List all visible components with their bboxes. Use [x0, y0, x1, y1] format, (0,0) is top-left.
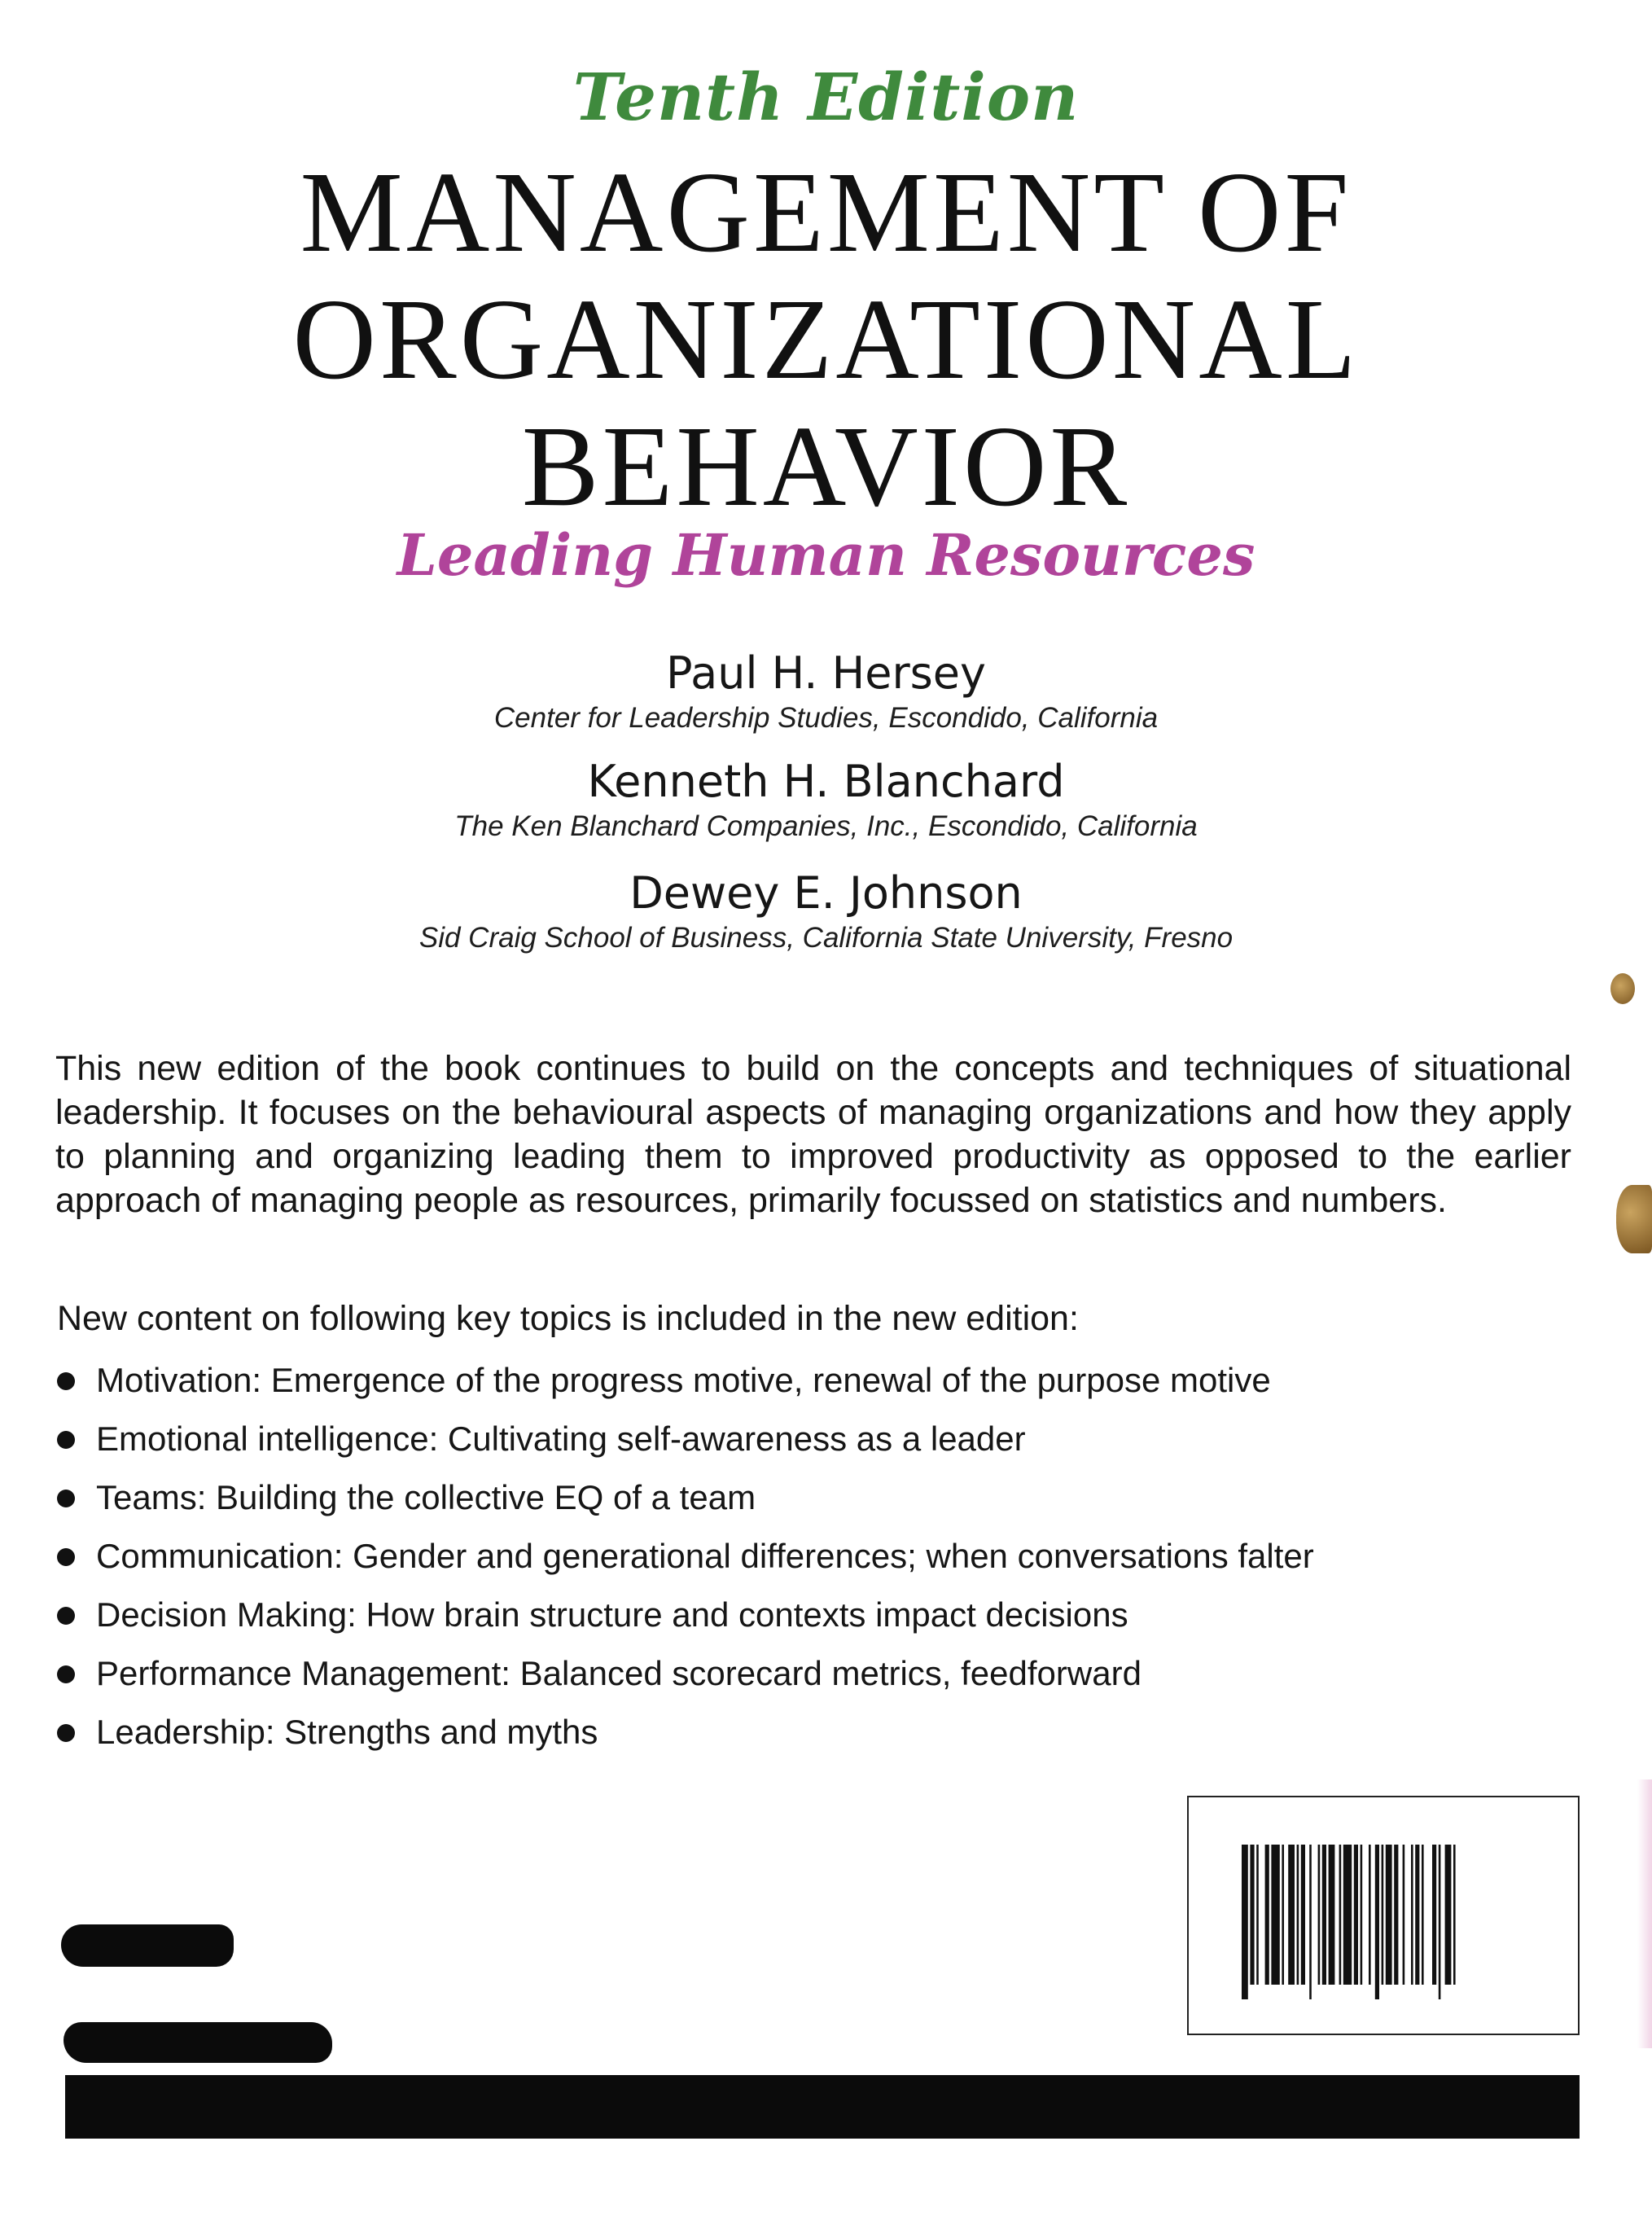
- barcode-bar: [1415, 1845, 1419, 1985]
- barcode-bar: [1301, 1845, 1305, 1985]
- redaction-mark: [64, 2022, 332, 2063]
- bullet-icon: [57, 1548, 75, 1566]
- barcode-bar: [1265, 1845, 1269, 1985]
- list-item: [57, 1708, 1314, 1766]
- topic-text: Teams: Building the collective EQ of a team: [96, 1478, 756, 1516]
- stain-mark: [1610, 973, 1635, 1004]
- topics-list: [57, 1356, 1314, 1766]
- barcode-bar: [1309, 1845, 1312, 1999]
- edge-tint: [1637, 1779, 1652, 2048]
- barcode-bar: [1250, 1845, 1254, 1985]
- barcode-bar: [1432, 1845, 1436, 1985]
- barcode-bar: [1339, 1845, 1342, 1985]
- barcode-bar: [1354, 1845, 1358, 1985]
- bullet-icon: [57, 1431, 75, 1449]
- barcode-bar: [1282, 1845, 1284, 1985]
- redaction-mark: [61, 1924, 234, 1967]
- barcode-bar: [1439, 1845, 1441, 1999]
- barcode-bar: [1329, 1845, 1335, 1985]
- author-affiliation-1: Center for Leadership Studies, Escondido, California: [493, 702, 1159, 734]
- bullet-icon: [57, 1607, 75, 1625]
- book-title-line-3: BEHAVIOR: [521, 401, 1131, 530]
- book-description: This new edition of the book continues to build on the concepts and techniques of situational leadership. It focuses on the behavioural aspects of managing organizations and how they apply to planning and organizing leading them to improved productivity as opposed to the earlier approach of managing people as resources, primarily focussed on statistics and numbers.: [55, 1049, 1571, 1220]
- barcode-bar: [1271, 1845, 1279, 1985]
- topic-text: Communication: Gender and generational differences; when conversations falter: [96, 1537, 1314, 1575]
- barcode-icon: [1242, 1845, 1549, 1999]
- barcode-bar: [1256, 1845, 1259, 1985]
- barcode-bar: [1361, 1845, 1363, 1985]
- barcode-bar: [1297, 1845, 1299, 1985]
- book-subtitle: Leading Human Resources: [397, 521, 1255, 589]
- barcode-bar: [1343, 1845, 1352, 1985]
- barcode-bar: [1411, 1845, 1413, 1985]
- author-affiliation-3: Sid Craig School of Business, California State University, Fresno: [418, 922, 1234, 954]
- author-affiliation-2: The Ken Blanchard Companies, Inc., Escondido, California: [454, 810, 1198, 842]
- barcode-bar: [1242, 1845, 1248, 1999]
- author-name-2: Kenneth H. Blanchard: [587, 756, 1065, 807]
- author-name-1: Paul H. Hersey: [666, 647, 986, 699]
- topic-text: Motivation: Emergence of the progress motive, renewal of the purpose motive: [96, 1361, 1271, 1399]
- book-title: [0, 148, 1652, 529]
- list-item: [57, 1356, 1314, 1415]
- topic-text: Emotional intelligence: Cultivating self-awareness as a leader: [96, 1419, 1026, 1458]
- barcode-bar: [1394, 1845, 1398, 1985]
- list-item: [57, 1591, 1314, 1649]
- barcode-bar: [1288, 1845, 1295, 1985]
- topic-text: Leadership: Strengths and myths: [96, 1713, 598, 1751]
- topic-text: Decision Making: How brain structure and contexts impact decisions: [96, 1595, 1128, 1634]
- bullet-icon: [57, 1372, 75, 1390]
- barcode-bar: [1422, 1845, 1424, 1985]
- topics-intro: New content on following key topics is included in the new edition:: [57, 1299, 1079, 1338]
- barcode-bar: [1453, 1845, 1456, 1985]
- barcode-bar: [1375, 1845, 1379, 1999]
- book-title-line-2: ORGANIZATIONAL: [292, 274, 1360, 403]
- list-item: [57, 1473, 1314, 1532]
- redaction-bar: [65, 2075, 1580, 2139]
- edition-label: Tenth Edition: [572, 59, 1080, 135]
- barcode-bar: [1403, 1845, 1405, 1985]
- barcode-bar: [1318, 1845, 1321, 1985]
- book-title-line-1: MANAGEMENT OF: [300, 147, 1352, 276]
- bullet-icon: [57, 1490, 75, 1507]
- topic-text: Performance Management: Balanced scorecard metrics, feedforward: [96, 1654, 1142, 1692]
- barcode-bar: [1369, 1845, 1371, 1985]
- list-item: [57, 1415, 1314, 1473]
- list-item: [57, 1532, 1314, 1591]
- stain-mark: [1616, 1185, 1652, 1253]
- bullet-icon: [57, 1665, 75, 1683]
- list-item: [57, 1649, 1314, 1708]
- barcode-bar: [1386, 1845, 1392, 1985]
- barcode-bar: [1322, 1845, 1326, 1985]
- barcode-bar: [1445, 1845, 1452, 1985]
- bullet-icon: [57, 1724, 75, 1742]
- barcode-bar: [1382, 1845, 1384, 1985]
- author-name-3: Dewey E. Johnson: [629, 867, 1023, 919]
